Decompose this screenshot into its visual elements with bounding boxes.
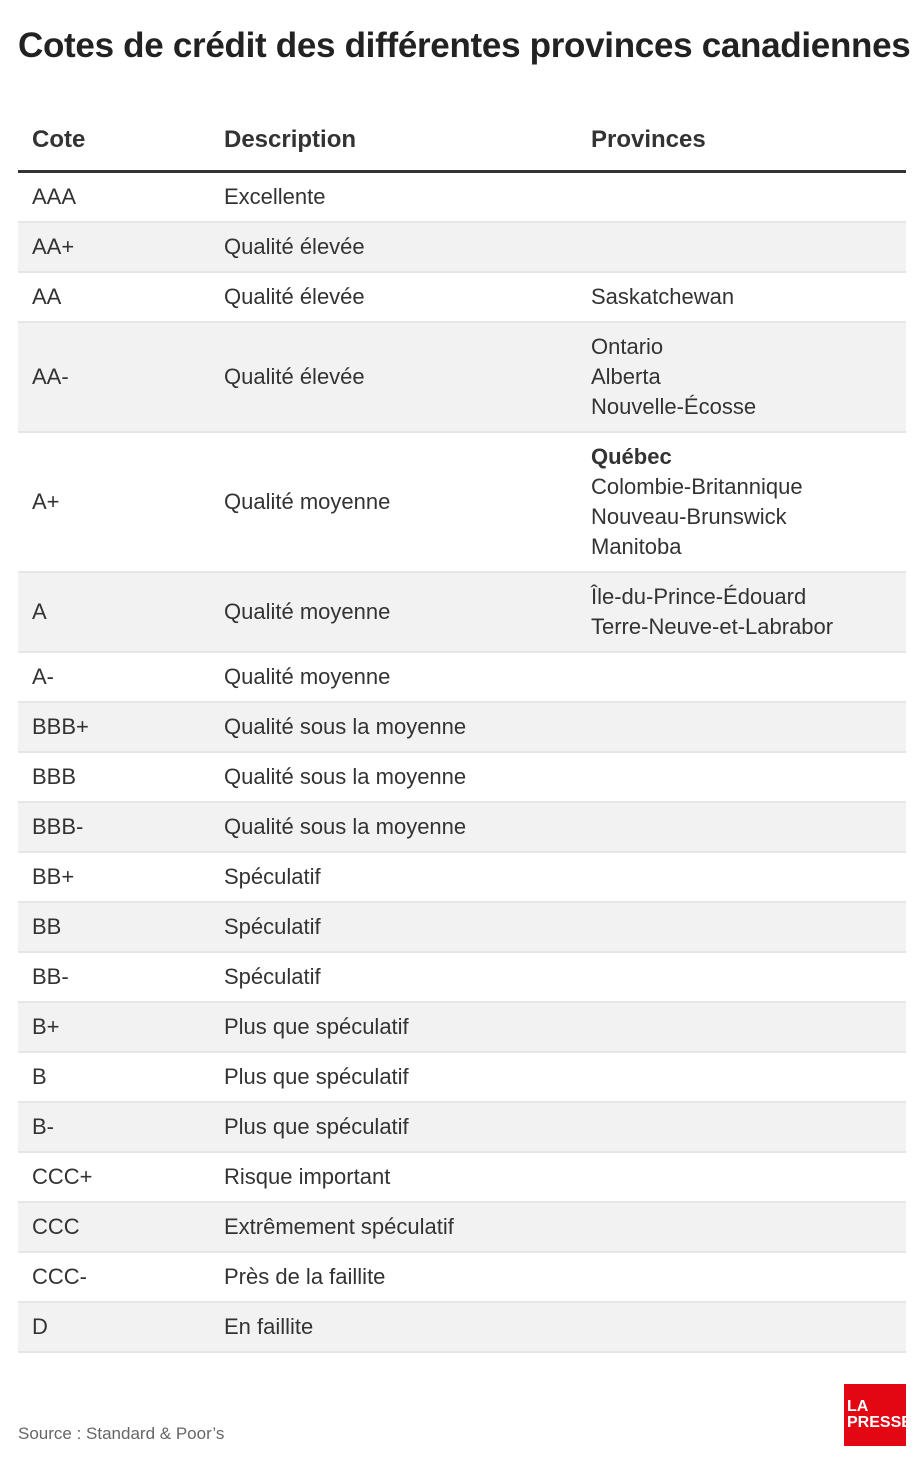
rating-table bbox=[18, 110, 906, 1353]
cell-cote: BB- bbox=[32, 964, 69, 989]
cell-cote: CCC+ bbox=[32, 1164, 93, 1189]
cell-description: Extrêmement spéculatif bbox=[224, 1214, 454, 1239]
cell-description: Qualité sous la moyenne bbox=[224, 764, 467, 789]
cell-cote: BBB bbox=[32, 764, 77, 789]
cell-cote: BB+ bbox=[32, 864, 75, 889]
cell-description: Qualité élevée bbox=[224, 364, 365, 389]
province-name: Québec bbox=[591, 444, 672, 469]
cell-cote: AAA bbox=[32, 184, 77, 209]
header-description: Description bbox=[224, 126, 357, 153]
cell-cote: BB bbox=[32, 914, 62, 939]
table-header bbox=[18, 110, 906, 173]
table-row bbox=[18, 273, 906, 323]
province-name: Ontario bbox=[591, 334, 664, 359]
province-name: Nouvelle-Écosse bbox=[591, 394, 757, 419]
cell-description: Plus que spéculatif bbox=[224, 1114, 409, 1139]
cell-cote: B- bbox=[32, 1114, 54, 1139]
cell-cote: A+ bbox=[32, 489, 60, 514]
province-name: Île-du-Prince-Édouard bbox=[591, 584, 807, 609]
cell-description: Spéculatif bbox=[224, 964, 321, 989]
table-row bbox=[18, 1103, 906, 1153]
cell-cote: A- bbox=[32, 664, 54, 689]
table-row bbox=[18, 653, 906, 703]
cell-description: Spéculatif bbox=[224, 864, 321, 889]
header-provinces: Provinces bbox=[591, 126, 706, 153]
source-note: Source : Standard & Poor’s bbox=[18, 1424, 225, 1443]
cell-description: Spéculatif bbox=[224, 914, 321, 939]
table-row bbox=[18, 703, 906, 753]
table-row bbox=[18, 1153, 906, 1203]
cell-description: Risque important bbox=[224, 1164, 391, 1189]
cell-description: Qualité élevée bbox=[224, 234, 365, 259]
province-name: Terre-Neuve-et-Labrabor bbox=[591, 614, 834, 639]
cell-description: En faillite bbox=[224, 1314, 314, 1339]
cell-cote: AA- bbox=[32, 364, 69, 389]
cell-description: Qualité sous la moyenne bbox=[224, 714, 467, 739]
cell-cote: AA+ bbox=[32, 234, 75, 259]
table-row bbox=[18, 953, 906, 1003]
cell-description: Qualité moyenne bbox=[224, 599, 391, 624]
logo-line-1: LA bbox=[847, 1398, 869, 1415]
table-row bbox=[18, 573, 906, 653]
table-row bbox=[18, 223, 906, 273]
table-row bbox=[18, 1253, 906, 1303]
header-cote: Cote bbox=[32, 126, 86, 153]
chart-title: Cotes de crédit des différentes provinces canadiennes bbox=[18, 26, 911, 65]
cell-cote: CCC- bbox=[32, 1264, 87, 1289]
cell-cote: D bbox=[32, 1314, 48, 1339]
table-row bbox=[18, 903, 906, 953]
table-row bbox=[18, 323, 906, 433]
table-row bbox=[18, 173, 906, 223]
table-row bbox=[18, 753, 906, 803]
table-row bbox=[18, 433, 906, 573]
table-row bbox=[18, 1203, 906, 1253]
province-name: Colombie-Britannique bbox=[591, 474, 803, 499]
table-row bbox=[18, 1053, 906, 1103]
la-presse-logo bbox=[844, 1384, 912, 1446]
logo-line-2: PRESSE bbox=[847, 1414, 912, 1431]
province-name: Alberta bbox=[591, 364, 661, 389]
cell-cote: B+ bbox=[32, 1014, 60, 1039]
cell-provinces bbox=[577, 282, 906, 312]
cell-provinces bbox=[577, 332, 906, 422]
cell-description: Plus que spéculatif bbox=[224, 1064, 409, 1089]
cell-description: Près de la faillite bbox=[224, 1264, 386, 1289]
cell-description: Qualité élevée bbox=[224, 284, 365, 309]
cell-cote: BBB+ bbox=[32, 714, 89, 739]
province-name: Manitoba bbox=[591, 534, 682, 559]
table-row bbox=[18, 1303, 906, 1353]
table-row bbox=[18, 803, 906, 853]
cell-description: Qualité sous la moyenne bbox=[224, 814, 467, 839]
table-row bbox=[18, 1003, 906, 1053]
cell-provinces bbox=[577, 442, 906, 562]
province-name: Saskatchewan bbox=[591, 284, 735, 309]
cell-cote: AA bbox=[32, 284, 62, 309]
cell-provinces bbox=[577, 582, 906, 642]
cell-cote: A bbox=[32, 599, 47, 624]
cell-description: Qualité moyenne bbox=[224, 664, 391, 689]
cell-description: Plus que spéculatif bbox=[224, 1014, 409, 1039]
table-row bbox=[18, 853, 906, 903]
cell-description: Qualité moyenne bbox=[224, 489, 391, 514]
cell-description: Excellente bbox=[224, 184, 326, 209]
cell-cote: BBB- bbox=[32, 814, 84, 839]
table-body bbox=[18, 173, 906, 1353]
province-name: Nouveau-Brunswick bbox=[591, 504, 787, 529]
cell-cote: B bbox=[32, 1064, 47, 1089]
cell-cote: CCC bbox=[32, 1214, 80, 1239]
